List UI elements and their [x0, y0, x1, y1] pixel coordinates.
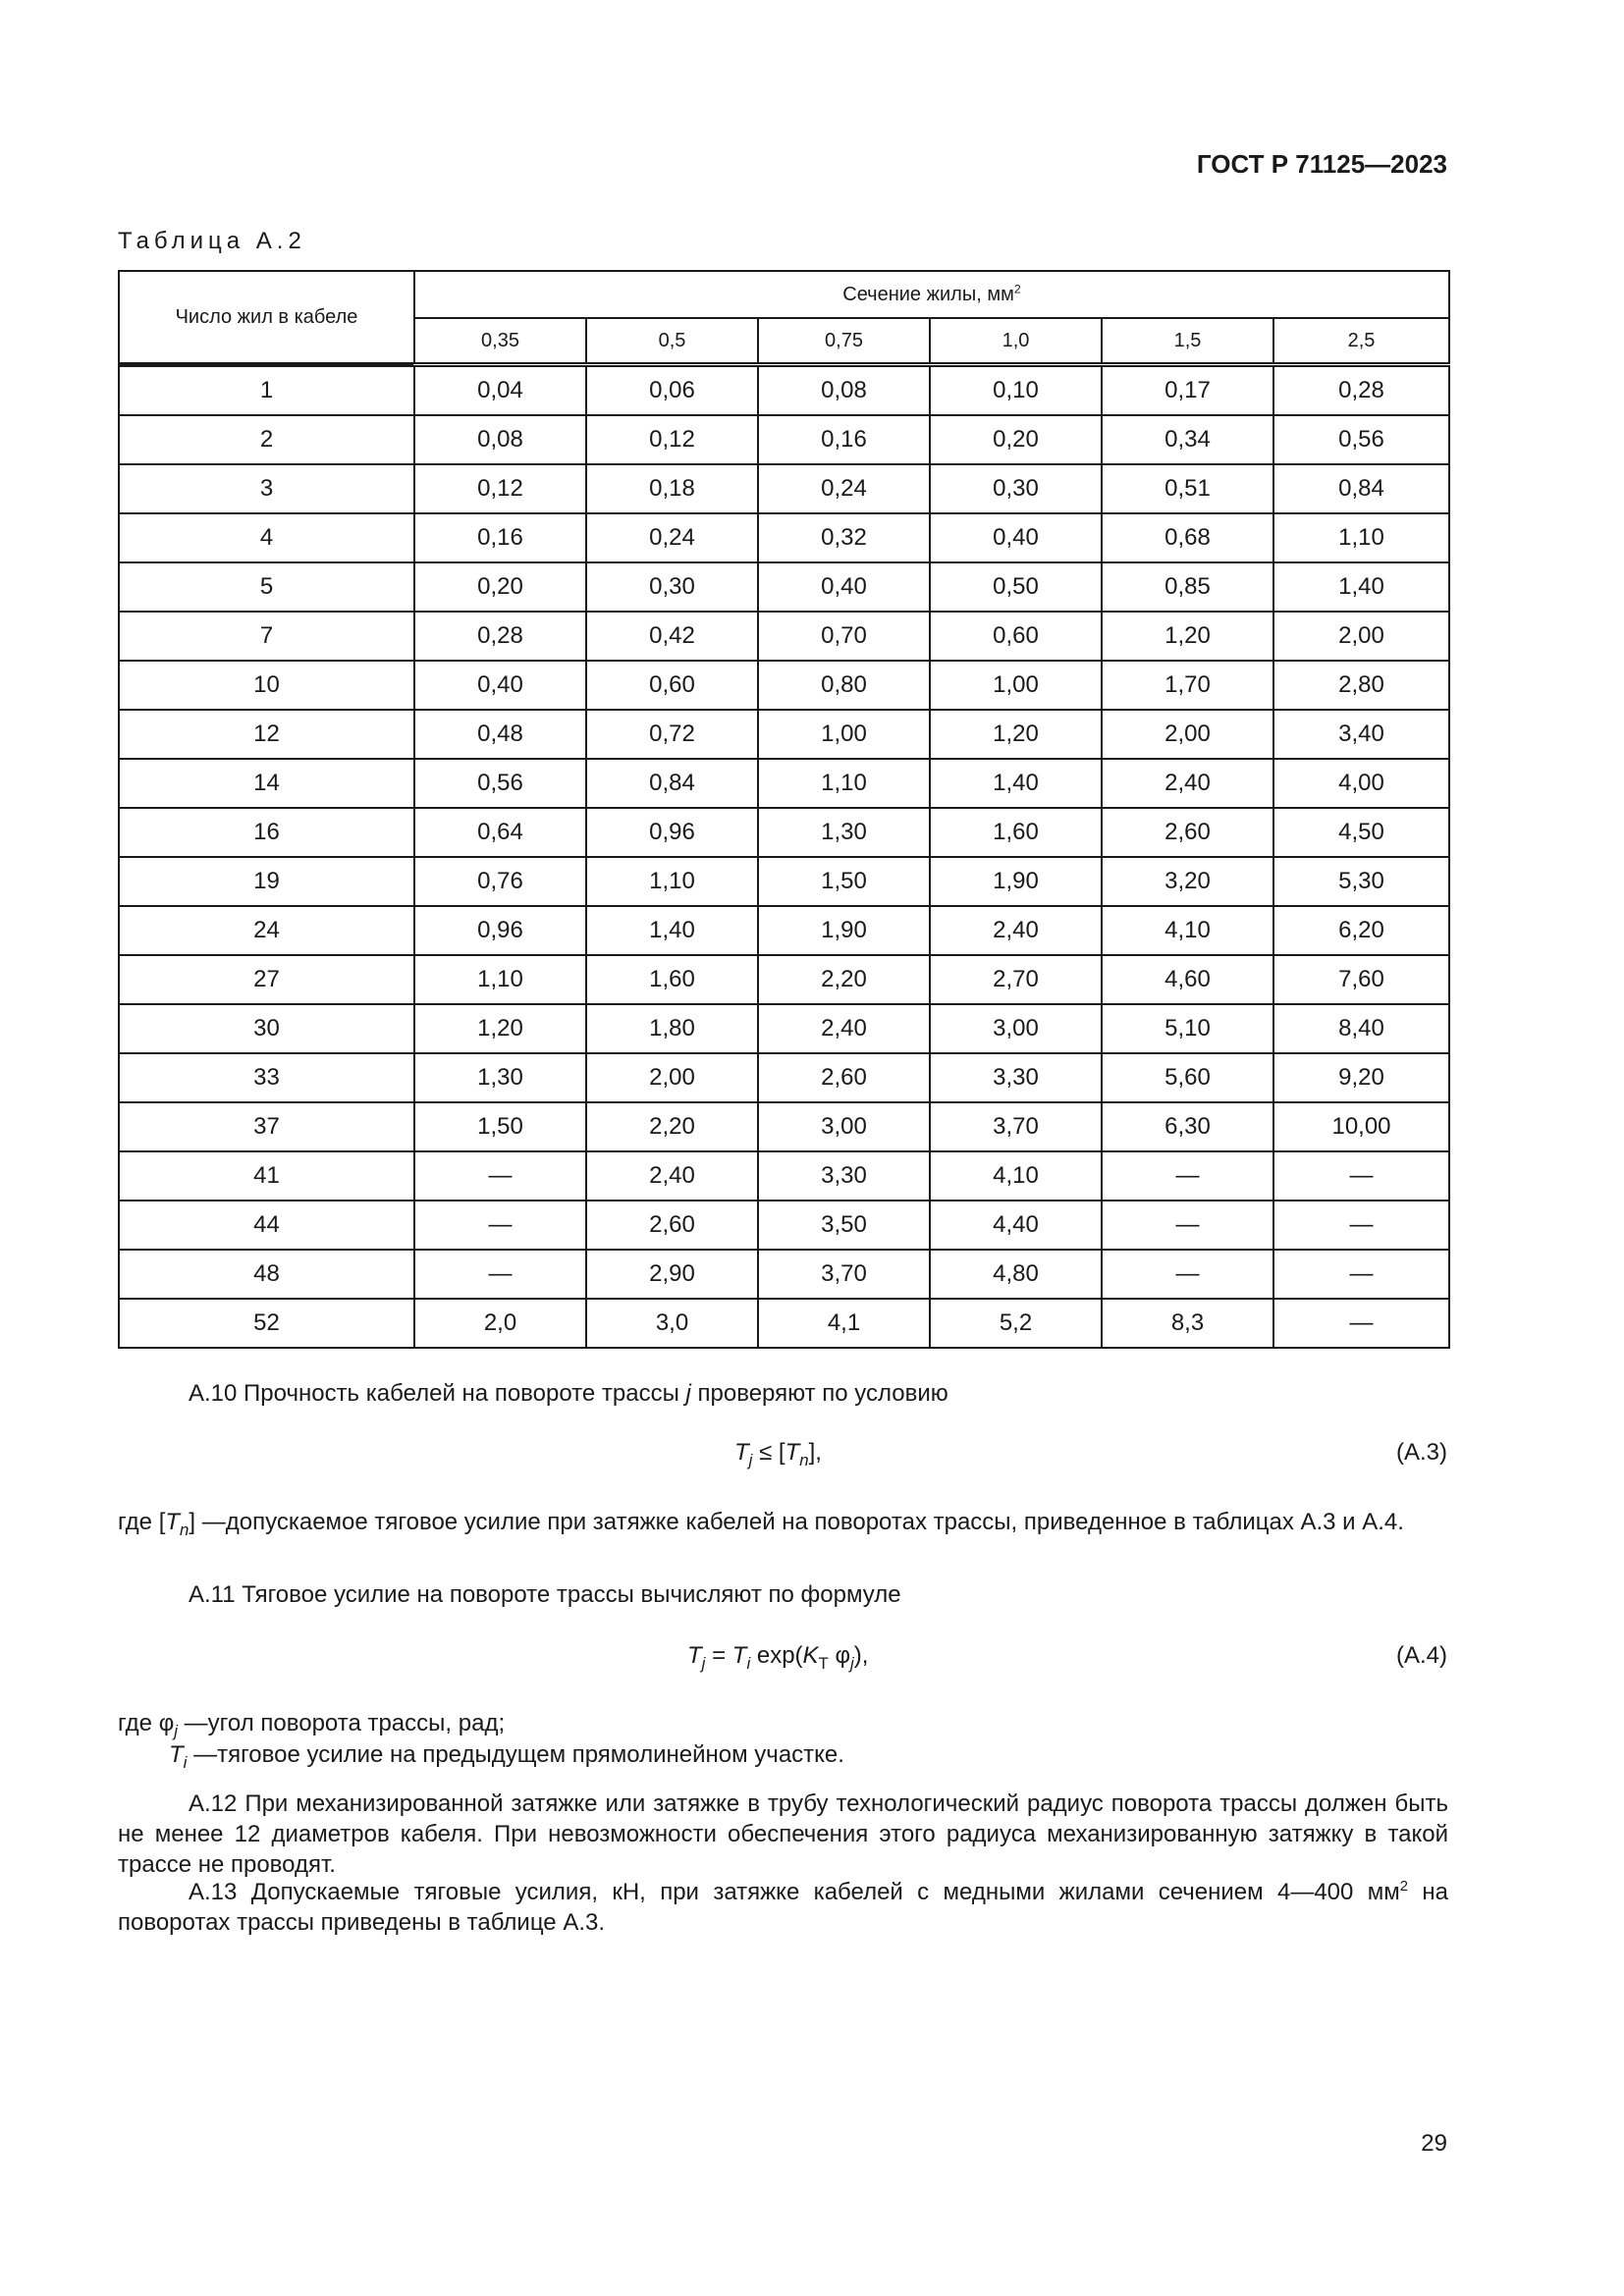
value-cell: 0,10 [930, 365, 1102, 416]
core-count-cell: 52 [119, 1299, 414, 1348]
value-cell: — [1273, 1299, 1449, 1348]
core-count-cell: 5 [119, 562, 414, 612]
value-cell: 2,00 [586, 1053, 758, 1102]
cable-table [118, 270, 1450, 1349]
value-cell: 0,12 [414, 464, 586, 513]
value-cell: 0,30 [930, 464, 1102, 513]
table-row [119, 1053, 1449, 1102]
core-count-cell: 30 [119, 1004, 414, 1053]
page-number: 29 [1421, 2130, 1447, 2157]
value-cell: 3,40 [1273, 710, 1449, 759]
table-row [119, 1004, 1449, 1053]
value-cell: — [1102, 1151, 1273, 1201]
value-cell: 2,40 [586, 1151, 758, 1201]
value-cell: 5,10 [1102, 1004, 1273, 1053]
core-count-cell: 19 [119, 857, 414, 906]
value-cell: 1,90 [758, 906, 930, 955]
value-cell: 0,16 [758, 415, 930, 464]
value-cell: — [1273, 1151, 1449, 1201]
value-cell: 3,0 [586, 1299, 758, 1348]
value-cell: 0,56 [1273, 415, 1449, 464]
core-count-cell: 41 [119, 1151, 414, 1201]
value-cell: 0,28 [414, 612, 586, 661]
value-cell: 5,60 [1102, 1053, 1273, 1102]
value-cell: 1,00 [758, 710, 930, 759]
value-cell: 0,60 [930, 612, 1102, 661]
value-cell: 0,96 [586, 808, 758, 857]
value-cell: — [1102, 1201, 1273, 1250]
table-row [119, 464, 1449, 513]
core-count-cell: 24 [119, 906, 414, 955]
column-header: 2,5 [1273, 318, 1449, 365]
value-cell: 1,10 [1273, 513, 1449, 562]
value-cell: 3,70 [758, 1250, 930, 1299]
value-cell: 1,40 [930, 759, 1102, 808]
value-cell: 2,60 [1102, 808, 1273, 857]
value-cell: 0,64 [414, 808, 586, 857]
value-cell: 0,20 [930, 415, 1102, 464]
value-cell: 2,00 [1102, 710, 1273, 759]
table-row [119, 808, 1449, 857]
paragraph-a10: А.10 Прочность кабелей на повороте трассы j проверяют по условию [189, 1380, 948, 1407]
value-cell: 0,06 [586, 365, 758, 416]
value-cell: 3,50 [758, 1201, 930, 1250]
value-cell: 0,08 [414, 415, 586, 464]
value-cell: 5,2 [930, 1299, 1102, 1348]
value-cell: 4,10 [930, 1151, 1102, 1201]
value-cell: 8,40 [1273, 1004, 1449, 1053]
value-cell: 0,24 [758, 464, 930, 513]
value-cell: 0,50 [930, 562, 1102, 612]
value-cell: 1,70 [1102, 661, 1273, 710]
table-row [119, 857, 1449, 906]
value-cell: 4,10 [1102, 906, 1273, 955]
value-cell: 0,68 [1102, 513, 1273, 562]
value-cell: 0,16 [414, 513, 586, 562]
value-cell: 1,60 [586, 955, 758, 1004]
table-row [119, 1102, 1449, 1151]
value-cell: 0,42 [586, 612, 758, 661]
value-cell: 2,00 [1273, 612, 1449, 661]
value-cell: 0,48 [414, 710, 586, 759]
value-cell: 6,30 [1102, 1102, 1273, 1151]
value-cell: 0,40 [758, 562, 930, 612]
value-cell: 0,80 [758, 661, 930, 710]
formula-a3: $T_j \le [T_n]$, [734, 1439, 822, 1469]
value-cell: 4,60 [1102, 955, 1273, 1004]
core-count-cell: 33 [119, 1053, 414, 1102]
paragraph-a11: А.11 Тяговое усилие на повороте трассы вычисляют по формуле [189, 1581, 901, 1608]
formula-a4: $T_j = T_i$ $\exp(K_T$ $\varphi_j$), [687, 1642, 869, 1673]
value-cell: 1,30 [758, 808, 930, 857]
value-cell: 0,32 [758, 513, 930, 562]
equation-number-a3: (А.3) [1395, 1439, 1447, 1466]
table-row [119, 612, 1449, 661]
value-cell: 0,30 [586, 562, 758, 612]
value-cell: 4,1 [758, 1299, 930, 1348]
document-id: ГОСТ Р 71125—2023 [1196, 149, 1447, 179]
value-cell: 3,30 [758, 1151, 930, 1201]
value-cell: 3,20 [1102, 857, 1273, 906]
value-cell: 2,60 [586, 1201, 758, 1250]
value-cell: 0,24 [586, 513, 758, 562]
core-count-cell: 12 [119, 710, 414, 759]
value-cell: 0,84 [1273, 464, 1449, 513]
value-cell: 3,00 [930, 1004, 1102, 1053]
table-row [119, 955, 1449, 1004]
value-cell: — [1102, 1250, 1273, 1299]
value-cell: — [1273, 1250, 1449, 1299]
table-row [119, 562, 1449, 612]
table-row [119, 906, 1449, 955]
value-cell: 0,60 [586, 661, 758, 710]
column-header: 0,35 [414, 318, 586, 365]
value-cell: 2,80 [1273, 661, 1449, 710]
core-count-cell: 37 [119, 1102, 414, 1151]
value-cell: 1,40 [1273, 562, 1449, 612]
column-header: 1,5 [1102, 318, 1273, 365]
value-cell: 1,50 [758, 857, 930, 906]
value-cell: 4,50 [1273, 808, 1449, 857]
core-count-cell: 48 [119, 1250, 414, 1299]
table-title: Таблица А.2 [118, 228, 306, 254]
table-row [119, 710, 1449, 759]
value-cell: 1,30 [414, 1053, 586, 1102]
value-cell: 0,84 [586, 759, 758, 808]
value-cell: 0,18 [586, 464, 758, 513]
value-cell: 2,0 [414, 1299, 586, 1348]
value-cell: 2,70 [930, 955, 1102, 1004]
column-header: 0,5 [586, 318, 758, 365]
value-cell: 2,90 [586, 1250, 758, 1299]
table-row [119, 1201, 1449, 1250]
paragraph-a13: А.13 Допускаемые тяговые усилия, кН, при затяжке кабелей с медными жилами сечением 4—400 $мм^2$ на поворотах трассы приведены в таблице А.3. [118, 1879, 1448, 1936]
value-cell: 0,20 [414, 562, 586, 612]
value-cell: 1,10 [758, 759, 930, 808]
value-cell: 1,60 [930, 808, 1102, 857]
value-cell: 1,10 [414, 955, 586, 1004]
value-cell: 1,20 [1102, 612, 1273, 661]
core-count-cell: 27 [119, 955, 414, 1004]
table-row [119, 759, 1449, 808]
value-cell: 10,00 [1273, 1102, 1449, 1151]
value-cell: 1,20 [414, 1004, 586, 1053]
value-cell: 1,80 [586, 1004, 758, 1053]
value-cell: 1,00 [930, 661, 1102, 710]
core-count-cell: 44 [119, 1201, 414, 1250]
where-block-a3: где $[T_n]$ — допускаемое тяговое усилие при затяжке кабелей на поворотах трассы, приведенное в таблицах А.3 и А.4. [118, 1509, 1404, 1539]
value-cell: 1,20 [930, 710, 1102, 759]
value-cell: 0,51 [1102, 464, 1273, 513]
column-header: 1,0 [930, 318, 1102, 365]
where-block-a4: где $\varphi_j$ — угол поворота трассы, рад; $T_i$ — тяговое усилие на предыдущем прямолинейном участке. [118, 1710, 844, 1772]
value-cell: 0,56 [414, 759, 586, 808]
value-cell: 0,72 [586, 710, 758, 759]
value-cell: 1,50 [414, 1102, 586, 1151]
value-cell: 2,20 [758, 955, 930, 1004]
value-cell: 0,96 [414, 906, 586, 955]
value-cell: 0,12 [586, 415, 758, 464]
value-cell: 4,00 [1273, 759, 1449, 808]
core-count-cell: 14 [119, 759, 414, 808]
table-row [119, 661, 1449, 710]
table-row [119, 1250, 1449, 1299]
value-cell: 3,30 [930, 1053, 1102, 1102]
core-count-cell: 16 [119, 808, 414, 857]
value-cell: 9,20 [1273, 1053, 1449, 1102]
value-cell: 7,60 [1273, 955, 1449, 1004]
value-cell: 3,70 [930, 1102, 1102, 1151]
value-cell: 0,08 [758, 365, 930, 416]
value-cell: 4,40 [930, 1201, 1102, 1250]
value-cell: 0,04 [414, 365, 586, 416]
core-count-cell: 1 [119, 365, 414, 416]
value-cell: — [414, 1151, 586, 1201]
value-cell: — [414, 1250, 586, 1299]
table-row [119, 1151, 1449, 1201]
value-cell: 0,28 [1273, 365, 1449, 416]
value-cell: 1,40 [586, 906, 758, 955]
core-count-cell: 3 [119, 464, 414, 513]
value-cell: 0,17 [1102, 365, 1273, 416]
value-cell: — [414, 1201, 586, 1250]
row-header: Число жил в кабеле [119, 271, 414, 365]
table-row [119, 1299, 1449, 1348]
value-cell: 0,40 [930, 513, 1102, 562]
value-cell: 0,85 [1102, 562, 1273, 612]
value-cell: 0,34 [1102, 415, 1273, 464]
core-count-cell: 2 [119, 415, 414, 464]
value-cell: 2,40 [1102, 759, 1273, 808]
value-cell: 6,20 [1273, 906, 1449, 955]
value-cell: 8,3 [1102, 1299, 1273, 1348]
equation-number-a4: (А.4) [1395, 1642, 1447, 1669]
value-cell: 1,90 [930, 857, 1102, 906]
value-cell: 4,80 [930, 1250, 1102, 1299]
group-header: Сечение жилы, $мм^2$ [414, 271, 1449, 318]
value-cell: 2,40 [758, 1004, 930, 1053]
value-cell: 5,30 [1273, 857, 1449, 906]
value-cell: 2,40 [930, 906, 1102, 955]
core-count-cell: 10 [119, 661, 414, 710]
value-cell: 2,20 [586, 1102, 758, 1151]
core-count-cell: 4 [119, 513, 414, 562]
value-cell: 2,60 [758, 1053, 930, 1102]
table-row [119, 365, 1449, 416]
paragraph-a12: А.12 При механизированной затяжке или затяжке в трубу технологический радиус поворота трассы должен быть не менее 12 диаметров кабеля. При невозможности обеспечения этого радиуса механизированную затяжку в такой трассе не проводят. [118, 1790, 1448, 1878]
table-row [119, 513, 1449, 562]
value-cell: 0,70 [758, 612, 930, 661]
value-cell: 0,40 [414, 661, 586, 710]
value-cell: — [1273, 1201, 1449, 1250]
value-cell: 3,00 [758, 1102, 930, 1151]
value-cell: 1,10 [586, 857, 758, 906]
column-header: 0,75 [758, 318, 930, 365]
table-row [119, 415, 1449, 464]
value-cell: 0,76 [414, 857, 586, 906]
core-count-cell: 7 [119, 612, 414, 661]
